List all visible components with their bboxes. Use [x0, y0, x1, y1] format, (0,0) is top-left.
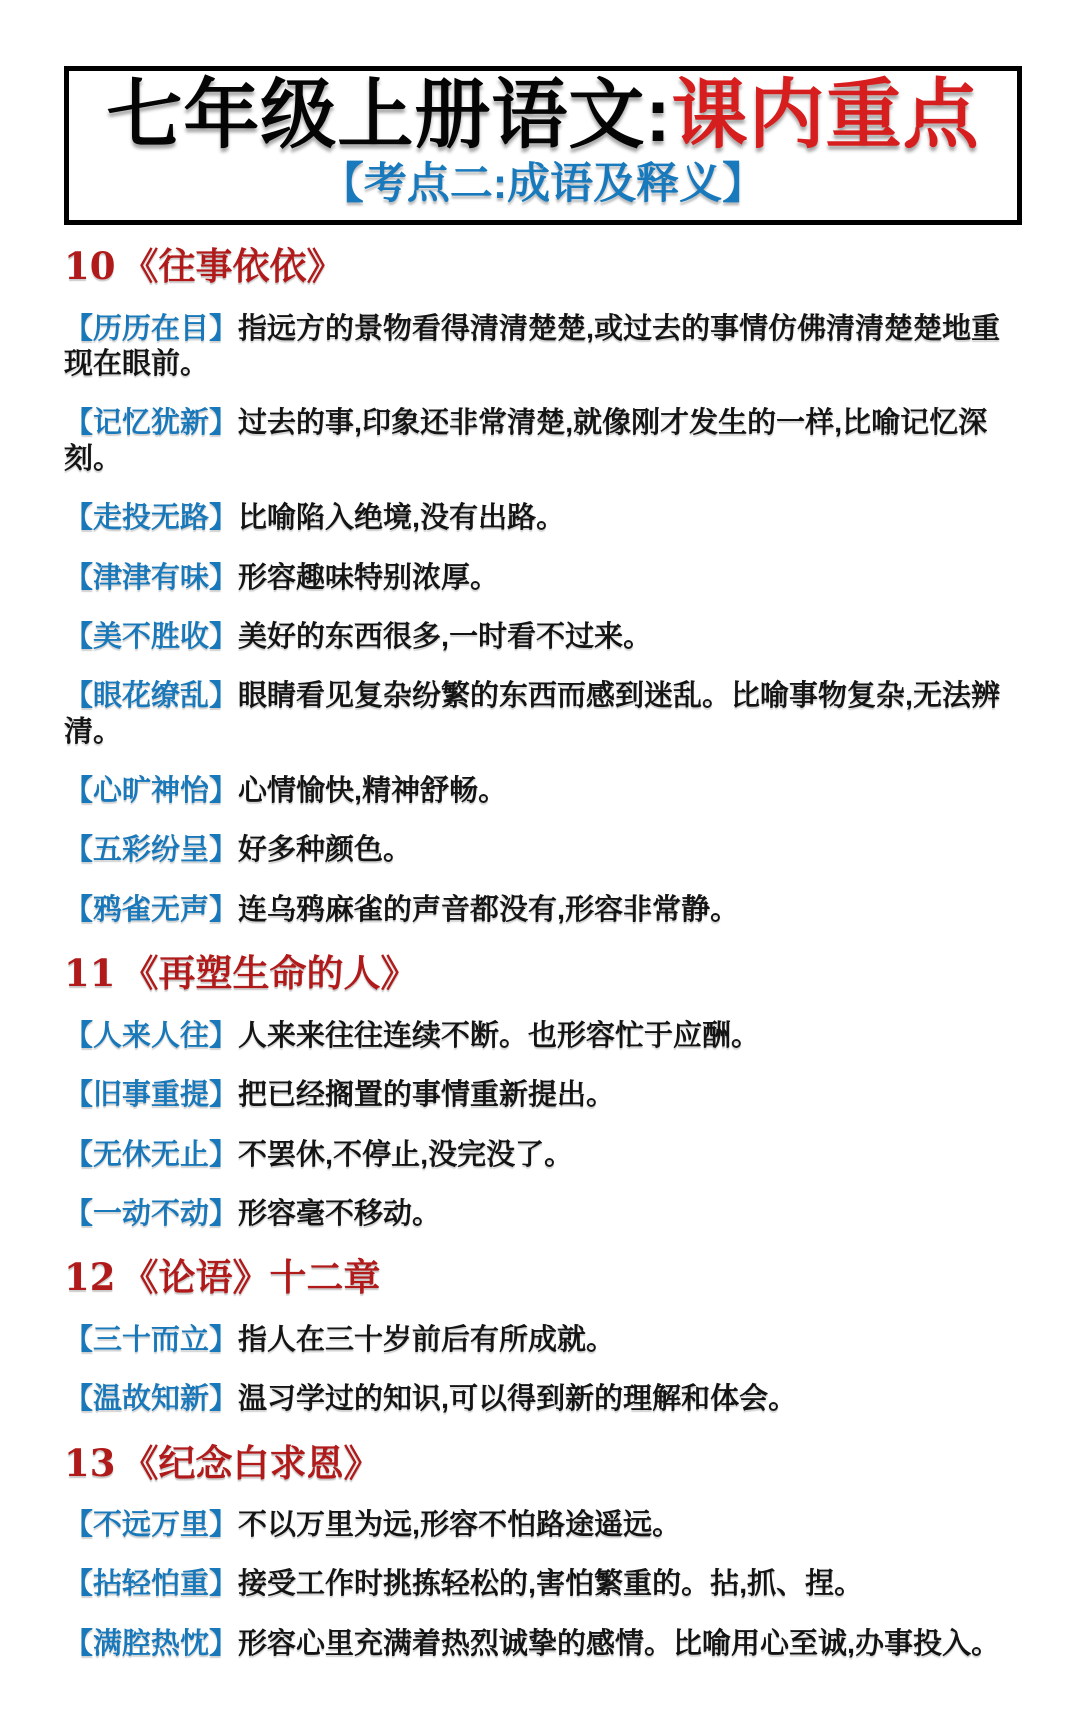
idiom-term: 【津津有味】	[64, 561, 239, 594]
section-number: 13	[64, 1440, 116, 1485]
idiom-definition: 指人在三十岁前后有所成就。	[238, 1323, 616, 1356]
idiom-definition: 接受工作时挑拣轻松的,害怕繁重的。拈,抓、捏。	[238, 1568, 864, 1601]
idiom-term: 【无休无止】	[64, 1138, 239, 1171]
idiom-term: 【拈轻怕重】	[64, 1568, 239, 1601]
idiom-entry	[64, 501, 1022, 536]
idiom-definition: 连乌鸦麻雀的声音都没有,形容非常静。	[238, 893, 740, 926]
idiom-definition: 过去的事,印象还非常清楚,就像刚才发生的一样,比喻记忆深刻。	[64, 407, 988, 475]
section-number: 10	[64, 244, 116, 289]
idiom-definition: 指远方的景物看得清清楚楚,或过去的事情仿佛清清楚楚地重现在眼前。	[64, 312, 1001, 381]
page-title-red-part: 课内重点	[671, 73, 980, 158]
idiom-definition: 把已经搁置的事情重新提出。	[238, 1079, 616, 1112]
idiom-entry	[64, 1508, 1022, 1543]
idiom-entry	[64, 1627, 1022, 1662]
idiom-term: 【眼花缭乱】	[64, 680, 239, 713]
idiom-term: 【历历在目】	[64, 312, 239, 345]
idiom-term: 【记忆犹新】	[64, 407, 239, 440]
idiom-entry	[64, 1323, 1022, 1358]
idiom-term: 【走投无路】	[64, 502, 239, 535]
idiom-entry	[64, 406, 1022, 477]
idiom-definition: 人来来往往连续不断。也形容忙于应酬。	[238, 1019, 761, 1052]
page-title	[79, 73, 1007, 159]
worksheet-page	[0, 66, 1080, 1726]
section-heading-10	[64, 245, 1022, 288]
section-title: 《纪念白求恩》	[121, 1440, 381, 1485]
idiom-entry	[64, 1078, 1022, 1113]
idiom-definition: 眼睛看见复杂纷繁的东西而感到迷乱。比喻事物复杂,无法辨清。	[64, 680, 1001, 748]
idiom-definition: 好多种颜色。	[238, 834, 413, 867]
idiom-entry	[64, 893, 1022, 928]
idiom-term: 【温故知新】	[64, 1383, 239, 1416]
idiom-definition: 形容心里充满着热烈诚挚的感情。比喻用心至诚,办事投入。	[238, 1627, 1001, 1660]
page-title-black-part: 七年级上册语文:	[106, 73, 672, 158]
idiom-term: 【旧事重提】	[64, 1079, 239, 1112]
idiom-entry	[64, 1019, 1022, 1054]
section-heading-12	[64, 1256, 1022, 1299]
idiom-term: 【鸦雀无声】	[64, 893, 239, 926]
idiom-definition: 不罢休,不停止,没完没了。	[238, 1138, 574, 1171]
idiom-entry	[64, 312, 1022, 383]
idiom-definition: 比喻陷入绝境,没有出路。	[238, 502, 566, 535]
section-title: 《论语》十二章	[121, 1255, 381, 1300]
page-subtitle: 【考点二:成语及释义】	[320, 159, 766, 208]
idiom-term: 【五彩纷呈】	[64, 834, 239, 867]
idiom-term: 【一动不动】	[64, 1197, 239, 1230]
idiom-entry	[64, 1382, 1022, 1417]
header-box	[64, 66, 1022, 225]
section-heading-11	[64, 952, 1022, 995]
idiom-entry	[64, 1197, 1022, 1232]
idiom-term: 【满腔热忱】	[64, 1627, 239, 1660]
idiom-entry	[64, 1138, 1022, 1173]
idiom-term: 【三十而立】	[64, 1323, 239, 1356]
section-heading-13	[64, 1442, 1022, 1485]
idiom-definition: 温习学过的知识,可以得到新的理解和体会。	[238, 1383, 798, 1416]
section-number: 12	[64, 1255, 116, 1300]
idiom-term: 【美不胜收】	[64, 620, 239, 653]
idiom-entry	[64, 561, 1022, 596]
idiom-entry	[64, 1567, 1022, 1602]
idiom-term: 【心旷神怡】	[64, 775, 239, 808]
section-number: 11	[64, 951, 116, 996]
idiom-definition: 不以万里为远,形容不怕路途遥远。	[238, 1509, 682, 1542]
idiom-term: 【人来人往】	[64, 1019, 239, 1052]
idiom-entry	[64, 833, 1022, 868]
idiom-definition: 心情愉快,精神舒畅。	[238, 775, 508, 808]
idiom-definition: 形容趣味特别浓厚。	[238, 561, 500, 594]
idiom-term: 【不远万里】	[64, 1509, 239, 1542]
idiom-definition: 美好的东西很多,一时看不过来。	[238, 620, 653, 653]
section-title: 《往事依依》	[121, 244, 344, 289]
section-title: 《再塑生命的人》	[121, 951, 418, 996]
idiom-entry	[64, 679, 1022, 750]
idiom-definition: 形容毫不移动。	[238, 1197, 442, 1230]
idiom-entry	[64, 774, 1022, 809]
idiom-entry	[64, 620, 1022, 655]
